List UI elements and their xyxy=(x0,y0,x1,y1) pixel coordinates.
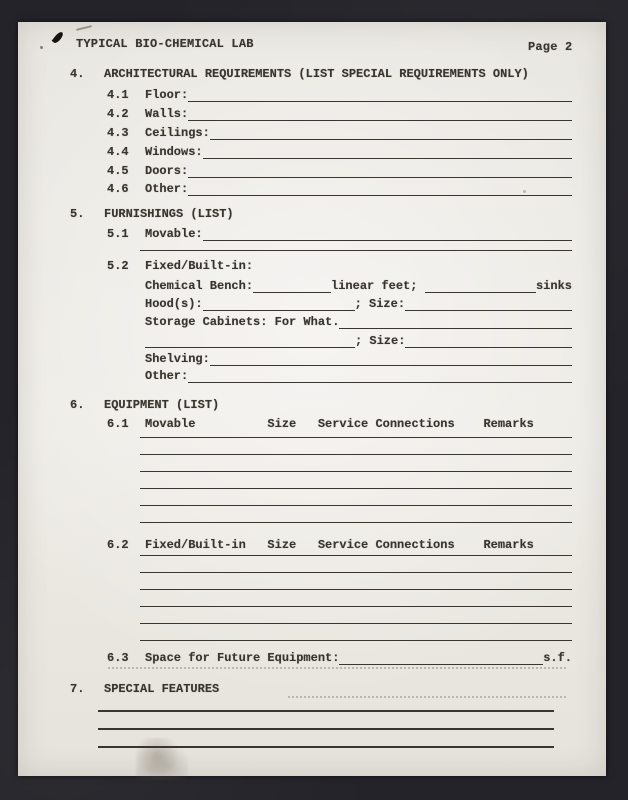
blank-line xyxy=(145,334,355,348)
fixed-equipment-table-header xyxy=(107,536,572,552)
field-fixed-builtin-furnishings xyxy=(107,257,572,273)
field-ceilings xyxy=(107,124,572,140)
section-number: 6. xyxy=(70,398,85,412)
field-storage-cabinets xyxy=(145,313,572,329)
blank-line xyxy=(339,651,543,665)
blank-line xyxy=(98,710,554,712)
field-other-furnishings xyxy=(145,367,572,383)
form-page xyxy=(18,22,606,776)
document-title: TYPICAL BIO-CHEMICAL LAB xyxy=(76,37,254,51)
table-row-line xyxy=(140,623,572,624)
section-5-heading xyxy=(70,205,572,221)
field-walls xyxy=(107,105,572,121)
field-label: ; Size: xyxy=(355,334,406,348)
stain-mark xyxy=(136,738,188,780)
movable-equipment-table-header xyxy=(107,415,572,431)
table-row-line xyxy=(140,572,572,573)
field-label: Hood(s): xyxy=(145,297,203,311)
blank-line xyxy=(405,334,572,348)
section-title: ARCHITECTURAL REQUIREMENTS (LIST SPECIAL REQUIREMENTS ONLY) xyxy=(104,67,529,81)
blank-line xyxy=(203,297,355,311)
section-title: EQUIPMENT (LIST) xyxy=(104,398,220,412)
table-row-line xyxy=(140,522,572,523)
table-row-line xyxy=(140,471,572,472)
blank-line xyxy=(425,279,536,293)
blank-line xyxy=(188,164,572,178)
field-future-equipment-space xyxy=(107,649,572,665)
section-4-heading xyxy=(70,65,572,81)
item-number: 4.4 xyxy=(107,145,129,159)
item-number: 4.1 xyxy=(107,88,129,102)
section-title: FURNISHINGS (LIST) xyxy=(104,207,234,221)
table-row-line xyxy=(140,589,572,590)
field-label: Movable: xyxy=(145,227,203,241)
field-label: Storage Cabinets: For What. xyxy=(145,315,340,329)
section-title: SPECIAL FEATURES xyxy=(104,682,220,696)
field-hoods xyxy=(145,295,572,311)
section-number: 7. xyxy=(70,682,85,696)
table-row-line xyxy=(140,505,572,506)
field-label: Other: xyxy=(145,369,189,383)
item-number: 4.5 xyxy=(107,164,129,178)
section-7-heading xyxy=(70,680,572,696)
dust-dot xyxy=(40,46,43,49)
field-label: ; Size: xyxy=(354,297,406,311)
table-row-line xyxy=(140,555,572,556)
item-number: 5.1 xyxy=(107,227,129,241)
table-row-line xyxy=(140,488,572,489)
item-number: 6.1 xyxy=(107,417,129,431)
field-chemical-bench xyxy=(145,277,572,293)
blank-line xyxy=(339,315,572,329)
item-number: 6.3 xyxy=(107,651,129,665)
item-number: 4.3 xyxy=(107,126,129,140)
table-column-headers: Movable Size Service Connections Remarks xyxy=(145,417,534,431)
blank-line xyxy=(203,145,572,159)
field-windows xyxy=(107,143,572,159)
field-label: Chemical Bench: xyxy=(145,279,254,293)
field-label: Other: xyxy=(145,182,189,196)
field-label: Doors: xyxy=(145,164,189,178)
field-label: linear feet; xyxy=(331,279,425,293)
table-column-headers: Fixed/Built-in Size Service Connections Remarks xyxy=(145,538,534,552)
field-label: Fixed/Built-in: xyxy=(145,259,254,273)
blank-line xyxy=(188,88,572,102)
blank-line xyxy=(188,369,572,383)
scan-noise-line xyxy=(108,667,566,669)
field-label: Ceilings: xyxy=(145,126,210,140)
field-label: Windows: xyxy=(145,145,203,159)
section-number: 5. xyxy=(70,207,85,221)
field-label: Floor: xyxy=(145,88,189,102)
item-number: 4.2 xyxy=(107,107,129,121)
field-label: Walls: xyxy=(145,107,189,121)
table-row-line xyxy=(140,606,572,607)
item-number: 4.6 xyxy=(107,182,129,196)
field-label: Space for Future Equipment: xyxy=(145,651,340,665)
field-floor xyxy=(107,86,572,102)
blank-line xyxy=(188,107,572,121)
unit-label: s.f. xyxy=(543,651,572,665)
blank-line xyxy=(253,279,331,293)
field-movable-furnishings xyxy=(107,225,572,241)
blank-line xyxy=(210,126,572,140)
section-number: 4. xyxy=(70,67,85,81)
item-number: 5.2 xyxy=(107,259,129,273)
page-number: Page 2 xyxy=(528,40,573,54)
item-number: 6.2 xyxy=(107,538,129,552)
table-row-line xyxy=(140,640,572,641)
blank-line xyxy=(98,746,554,748)
blank-line xyxy=(405,297,572,311)
field-doors xyxy=(107,162,572,178)
blank-line xyxy=(98,728,554,730)
blank-line xyxy=(188,182,572,196)
section-6-heading xyxy=(70,396,572,412)
ink-mark xyxy=(52,31,65,45)
field-other-architectural xyxy=(107,180,572,196)
field-shelving xyxy=(145,350,572,366)
field-label: sinks xyxy=(535,279,572,293)
blank-line xyxy=(140,250,572,251)
blank-line xyxy=(210,352,572,366)
field-label: Shelving: xyxy=(145,352,210,366)
table-row-line xyxy=(140,437,572,438)
scratch-mark xyxy=(76,25,92,31)
scan-noise-line xyxy=(288,696,566,698)
table-row-line xyxy=(140,454,572,455)
field-storage-size xyxy=(145,332,572,348)
blank-line xyxy=(203,227,572,241)
